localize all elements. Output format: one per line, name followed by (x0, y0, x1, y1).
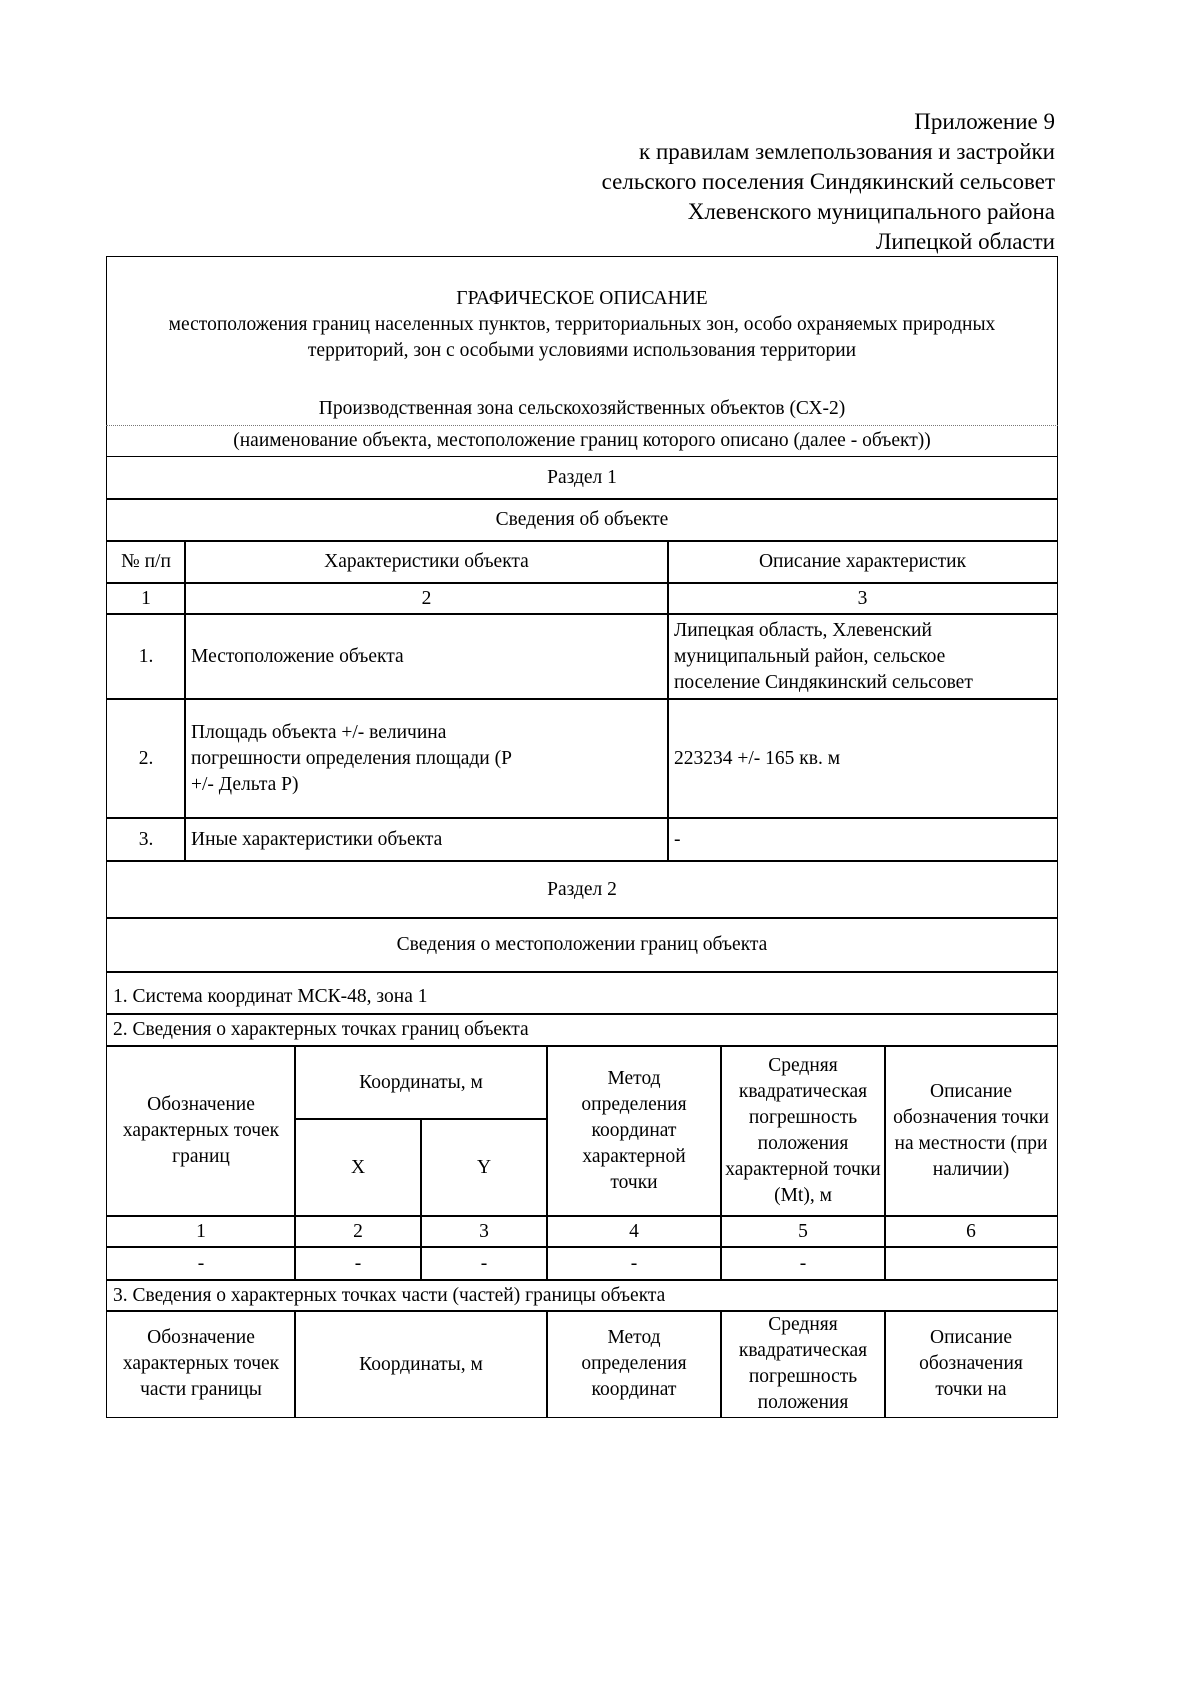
header-line: сельского поселения Синдякинский сельсовет (601, 169, 1055, 194)
col-number: 3 (420, 1215, 548, 1248)
col-error: Средняя квадратическая погрешность положения характерной точки (Mt), м (720, 1045, 886, 1217)
object-caption: (наименование объекта, местоположение границ которого описано (далее - объект)) (233, 430, 931, 451)
coord-system: 1. Система координат МСК-48, зона 1 (106, 971, 1058, 1015)
col-y: Y (420, 1118, 548, 1217)
col-number: 1 (106, 1215, 296, 1248)
col-number: 1 (106, 582, 186, 615)
header-line: к правилам землепользования и застройки (639, 139, 1055, 164)
point-cell: - (546, 1246, 722, 1281)
parts-title: 3. Сведения о характерных точках части (частей) границы объекта (106, 1279, 1058, 1312)
appendix-number: Приложение 9 (914, 109, 1055, 134)
title-sub: территорий, зон с особыми условиями использования территории (307, 340, 857, 361)
col-header: Описание характеристик (667, 540, 1058, 584)
col-number: 3 (667, 582, 1058, 615)
col-number: 5 (720, 1215, 886, 1248)
row-name: Иные характеристики объекта (184, 817, 669, 862)
parts-col-method: Метод определения координат (546, 1310, 722, 1418)
col-method: Метод определения координат характерной точки (546, 1045, 722, 1217)
parts-col-error: Средняя квадратическая погрешность положения (720, 1310, 886, 1418)
col-coords: Координаты, м (294, 1045, 548, 1120)
header-line: Липецкой области (875, 229, 1055, 254)
row-number: 1. (106, 613, 186, 700)
points-title: 2. Сведения о характерных точках границ объекта (106, 1013, 1058, 1047)
col-number: 2 (184, 582, 669, 615)
point-cell: - (720, 1246, 886, 1281)
col-designation: Обозначение характерных точек границ (106, 1045, 296, 1217)
parts-col-coords: Координаты, м (294, 1310, 548, 1418)
point-cell: - (106, 1246, 296, 1281)
object-name: Производственная зона сельскохозяйственных объектов (СХ-2) (318, 398, 846, 419)
row-value: Липецкая область, Хлевенский муниципальный район, сельское поселение Синдякинский сельсовет (667, 613, 1058, 700)
row-number: 3. (106, 817, 186, 862)
section2-title: Раздел 2 (106, 860, 1058, 919)
parts-col-designation: Обозначение характерных точек части границы (106, 1310, 296, 1418)
section1-title: Раздел 1 (106, 456, 1058, 500)
parts-col-description: Описание обозначения точки на (884, 1310, 1058, 1418)
header-line: Хлевенского муниципального района (687, 199, 1055, 224)
point-cell (884, 1246, 1058, 1281)
col-header: № п/п (106, 540, 186, 584)
col-number: 2 (294, 1215, 422, 1248)
title-sub: местоположения границ населенных пунктов, территориальных зон, особо охраняемых природных (168, 314, 996, 335)
row-name: Местоположение объекта (184, 613, 669, 700)
row-value: - (667, 817, 1058, 862)
col-description: Описание обозначения точки на местности (при наличии) (884, 1045, 1058, 1217)
section2-subtitle: Сведения о местоположении границ объекта (106, 917, 1058, 973)
point-cell: - (294, 1246, 422, 1281)
col-number: 4 (546, 1215, 722, 1248)
col-x: X (294, 1118, 422, 1217)
row-name: Площадь объекта +/- величина погрешности определения площади (Р +/- Дельта Р) (184, 698, 669, 819)
col-number: 6 (884, 1215, 1058, 1248)
document-title: ГРАФИЧЕСКОЕ ОПИСАНИЕ (456, 288, 708, 309)
row-number: 2. (106, 698, 186, 819)
area-value: 223234 +/- 165 кв. м (667, 698, 1058, 819)
point-cell: - (420, 1246, 548, 1281)
col-header: Характеристики объекта (184, 540, 669, 584)
section1-subtitle: Сведения об объекте (106, 498, 1058, 542)
